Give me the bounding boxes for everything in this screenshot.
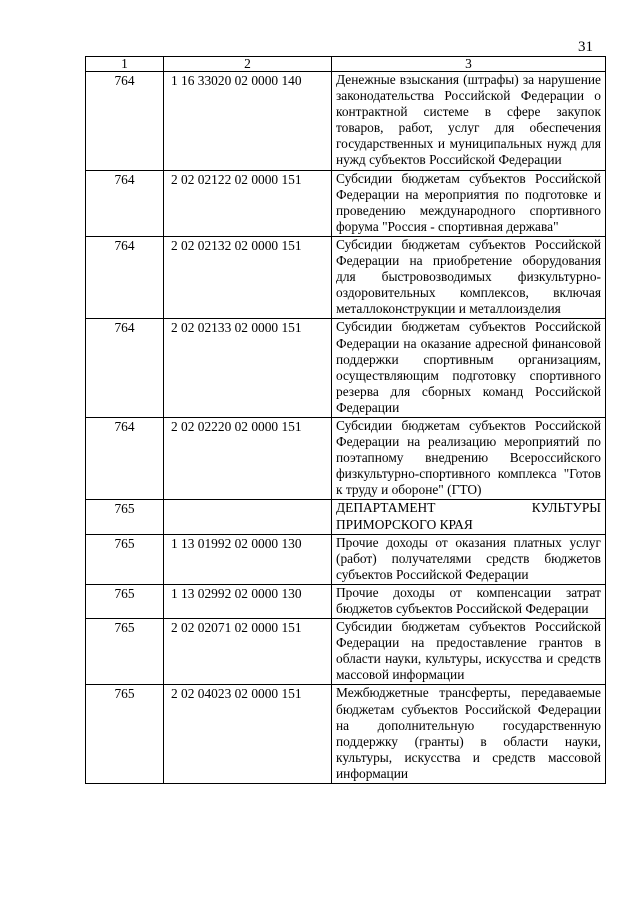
column-header-2: 2 — [164, 57, 332, 72]
revenue-description-cell: Субсидии бюджетам субъектов Российской Федерации на реализацию мероприятий по поэтапному внедрению Всероссийского физкультурно-спортивного комплекса "Готов к труду и обороне" (ГТО) — [332, 417, 606, 499]
revenue-codes-table — [85, 56, 606, 784]
table-row — [86, 319, 606, 418]
revenue-code-cell: 2 02 02071 02 0000 151 — [164, 619, 332, 685]
table-row — [86, 534, 606, 584]
admin-code-cell: 765 — [86, 534, 164, 584]
table-row — [86, 619, 606, 685]
revenue-code-cell: 2 02 02132 02 0000 151 — [164, 236, 332, 318]
revenue-code-cell: 1 16 33020 02 0000 140 — [164, 72, 332, 171]
revenue-description-cell: Субсидии бюджетам субъектов Российской Федерации на приобретение оборудования для быстровозводимых физкультурно-оздоровительных комплексов, включая металлоконструкции и металлоизделия — [332, 236, 606, 318]
admin-code-cell: 764 — [86, 236, 164, 318]
admin-code-cell: 765 — [86, 685, 164, 784]
page-number: 31 — [578, 39, 593, 55]
revenue-description-cell: Субсидии бюджетам субъектов Российской Федерации на предоставление грантов в области науки, культуры, искусства и средств массовой информации — [332, 619, 606, 685]
admin-code-cell: 765 — [86, 584, 164, 618]
revenue-code-cell: 2 02 02220 02 0000 151 — [164, 417, 332, 499]
department-row — [86, 500, 606, 534]
table-row — [86, 685, 606, 784]
table-row — [86, 584, 606, 618]
column-header-3: 3 — [332, 57, 606, 72]
revenue-description-cell: Межбюджетные трансферты, передаваемые бюджетам субъектов Российской Федерации на дополнительную государственную поддержку (гранты) в области науки, культуры, искусства и средств массовой информации — [332, 685, 606, 784]
revenue-code-cell: 2 02 04023 02 0000 151 — [164, 685, 332, 784]
admin-code-cell: 764 — [86, 72, 164, 171]
column-header-1: 1 — [86, 57, 164, 72]
table-header-row — [86, 57, 606, 72]
admin-code-cell: 764 — [86, 417, 164, 499]
department-name-cell: ДЕПАРТАМЕНТ КУЛЬТУРЫ ПРИМОРСКОГО КРАЯ — [332, 500, 606, 534]
table-row — [86, 72, 606, 171]
revenue-code-cell: 2 02 02122 02 0000 151 — [164, 170, 332, 236]
revenue-description-cell: Денежные взыскания (штрафы) за нарушение законодательства Российской Федерации о контрактной системе в сфере закупок товаров, работ, услуг для обеспечения государственных и муниципальных нужд для нужд субъектов Российской Федерации — [332, 72, 606, 171]
revenue-code-cell — [164, 500, 332, 534]
revenue-code-cell: 1 13 01992 02 0000 130 — [164, 534, 332, 584]
admin-code-cell: 765 — [86, 500, 164, 534]
revenue-description-cell: Прочие доходы от оказания платных услуг (работ) получателями средств бюджетов субъектов Российской Федерации — [332, 534, 606, 584]
table-row — [86, 417, 606, 499]
revenue-code-cell: 2 02 02133 02 0000 151 — [164, 319, 332, 418]
revenue-description-cell: Субсидии бюджетам субъектов Российской Федерации на мероприятия по подготовке и проведению международного спортивного форума "Россия - спортивная держава" — [332, 170, 606, 236]
revenue-description-cell: Субсидии бюджетам субъектов Российской Федерации на оказание адресной финансовой поддержки спортивным организациям, осуществляющим подготовку спортивного резерва для сборных команд Российской Федерации — [332, 319, 606, 418]
admin-code-cell: 765 — [86, 619, 164, 685]
table-row — [86, 170, 606, 236]
revenue-description-cell: Прочие доходы от компенсации затрат бюджетов субъектов Российской Федерации — [332, 584, 606, 618]
admin-code-cell: 764 — [86, 170, 164, 236]
admin-code-cell: 764 — [86, 319, 164, 418]
table-row — [86, 236, 606, 318]
revenue-code-cell: 1 13 02992 02 0000 130 — [164, 584, 332, 618]
